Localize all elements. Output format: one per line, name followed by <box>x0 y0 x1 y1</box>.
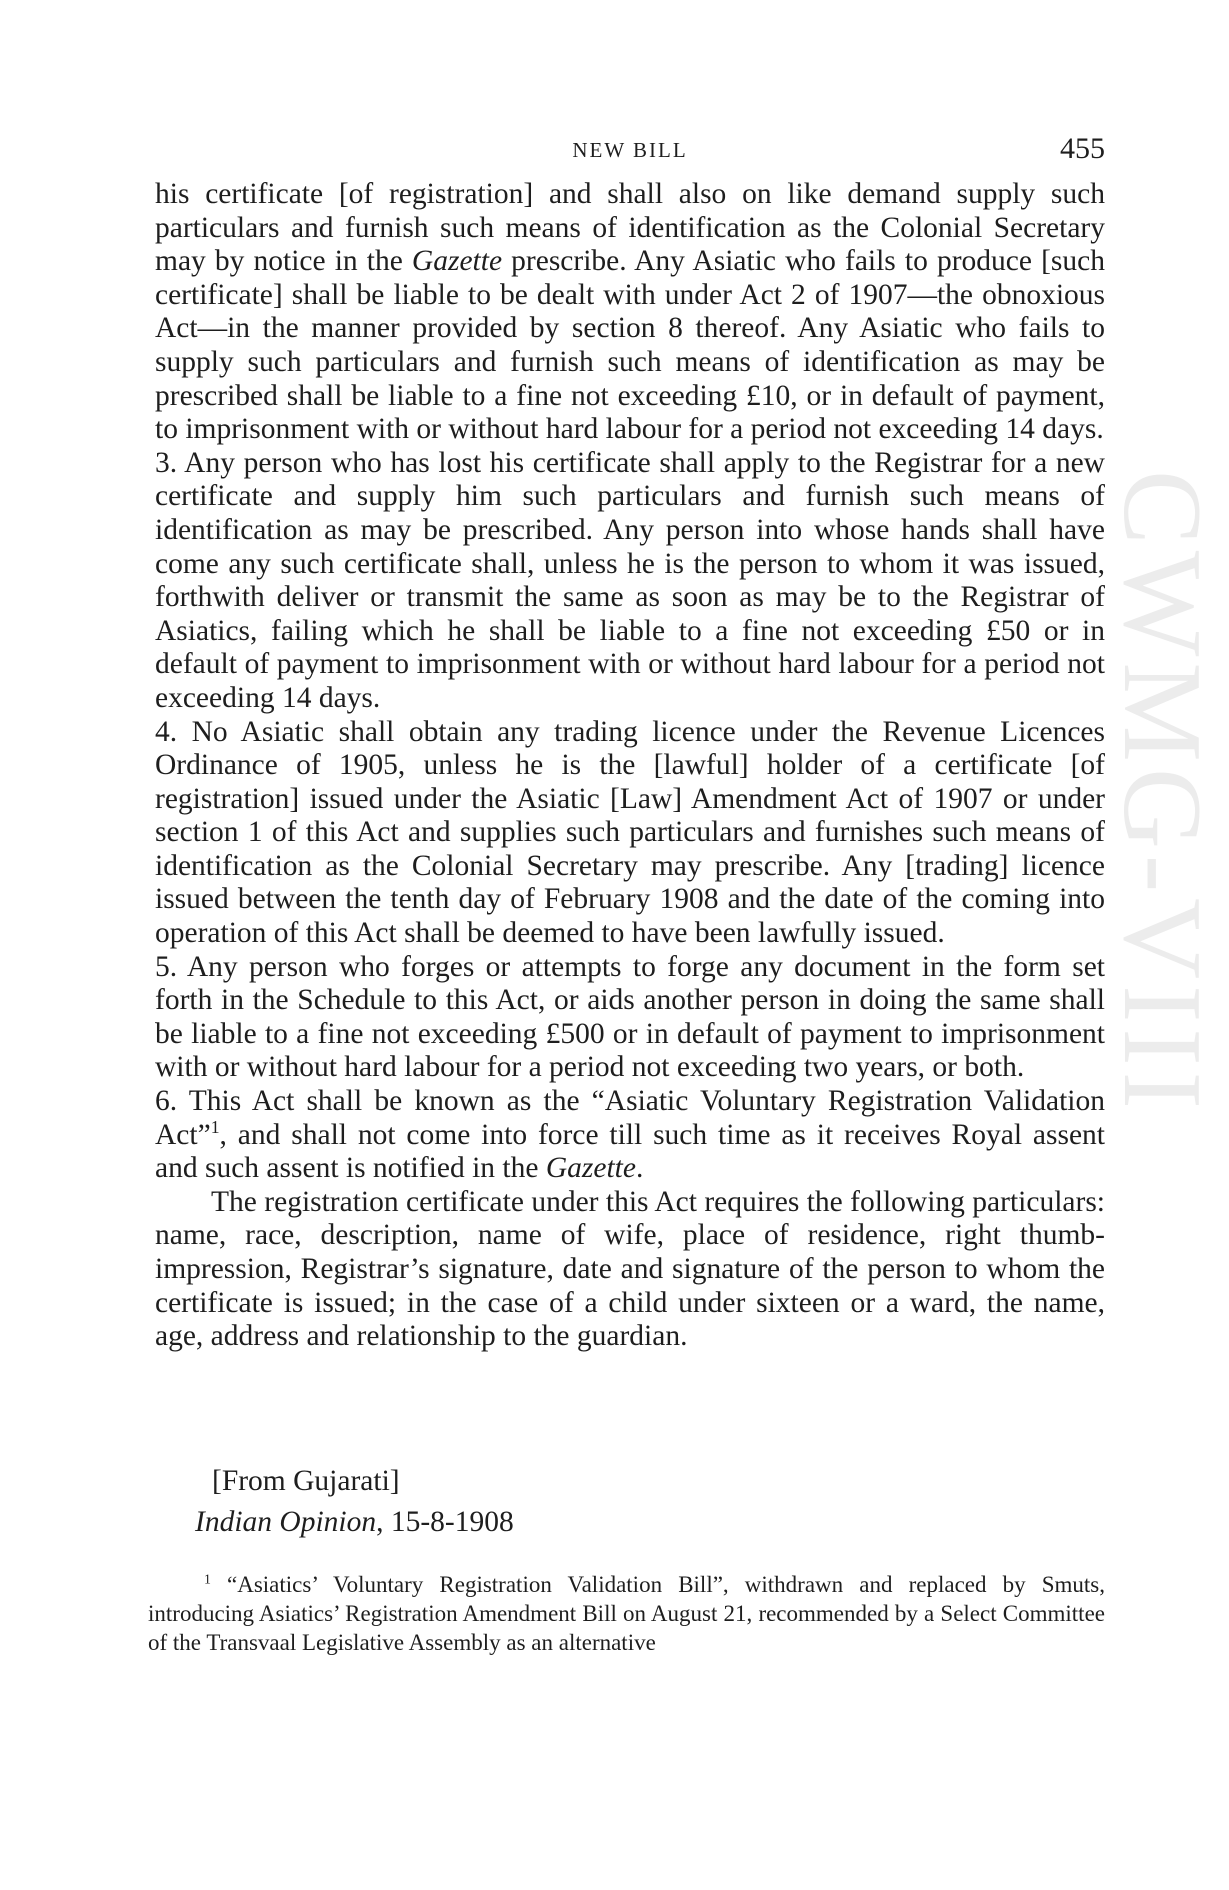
page-number: 455 <box>1060 132 1105 165</box>
body-text <box>155 178 1105 1354</box>
running-header <box>155 132 1105 168</box>
publication-name: Indian Opinion <box>195 1506 377 1538</box>
publication-date: , 15-8-1908 <box>376 1506 514 1538</box>
running-title: NEW BILL <box>572 138 688 162</box>
gazette-italic: Gazette <box>411 245 503 278</box>
section-5: 5. Any person who forges or attempts to forge any document in the form set forth in the Schedule to this Act, or aids another person in doing the same shall be liable to a fine not exceeding £500 or in default of payment to imprisonment with or without hard labour for a period not exceeding two years, or both. <box>155 950 1105 1084</box>
footnote-text: “Asiatics’ Voluntary Registration Validation Bill”, withdrawn and replaced by Smuts, introducing Asiatics’ Registration Amendment Bill on August 21, recommended by a Select Committee of the Transvaal Legislative Assembly as an alternative <box>148 1572 1105 1655</box>
section-6: 6. This Act shall be known as the “Asiatic Voluntary Registration Validation Act”$^1$, and shall not come into force till such time as it receives Royal assent and such assent is notified in the Gazette. <box>155 1085 1105 1185</box>
paragraph-continued: his certificate [of registration] and shall also on like demand supply such particulars and furnish such means of identification as the Colonial Secretary may by notice in the Gazette prescribe. Any Asiatic who fails to produce [such certificate] shall be liable to be dealt with under Act 2 of 1907—the obnoxious Act—in the manner provided by section 8 thereof. Any Asiatic who fails to supply such particulars and furnish such means of identification as may be prescribed shall be liable to a fine not exceeding £10, or in default of payment, to imprisonment with or without hard labour for a period not exceeding 14 days. <box>155 178 1105 446</box>
registration-paragraph: The registration certificate under this Act requires the following particulars: name, race, description, name of wife, place of residence, right thumb-impression, Registrar’s signature, date and signature of the person to whom the certificate is issued; in the case of a child under sixteen or a ward, the name, age, address and relationship to the guardian. <box>155 1185 1105 1353</box>
watermark: CWMG-VIII <box>1100 470 1224 1115</box>
citation <box>195 1504 514 1540</box>
footnote-reference: 1 <box>210 1116 220 1137</box>
footnote-marker: 1 <box>204 1571 211 1587</box>
source-note: [From Gujarati] <box>212 1465 400 1497</box>
section-4: 4. No Asiatic shall obtain any trading licence under the Revenue Licences Ordinance of 1905, unless he is the [lawful] holder of a certificate [of registration] issued under the Asiatic [Law] Amendment Act of 1907 or under section 1 of this Act and supplies such particulars and furnishes such means of identification as the Colonial Secretary may prescribe. Any [trading] licence issued between the tenth day of February 1908 and the date of the coming into operation of this Act shall be deemed to have been lawfully issued. <box>155 715 1105 950</box>
section-3: 3. Any person who has lost his certificate shall apply to the Registrar for a new certificate and supply him such particulars and furnish such means of identification as may be prescribed. Any person into whose hands shall have come any such certificate shall, unless he is the person to whom it was issued, forthwith deliver or transmit the same as soon as may be to the Registrar of Asiatics, failing which he shall be liable to a fine not exceeding £50 or in default of payment to imprisonment with or without hard labour for a period not exceeding 14 days. <box>155 446 1105 714</box>
gazette-italic: Gazette <box>545 1152 636 1185</box>
footnote <box>148 1570 1105 1657</box>
